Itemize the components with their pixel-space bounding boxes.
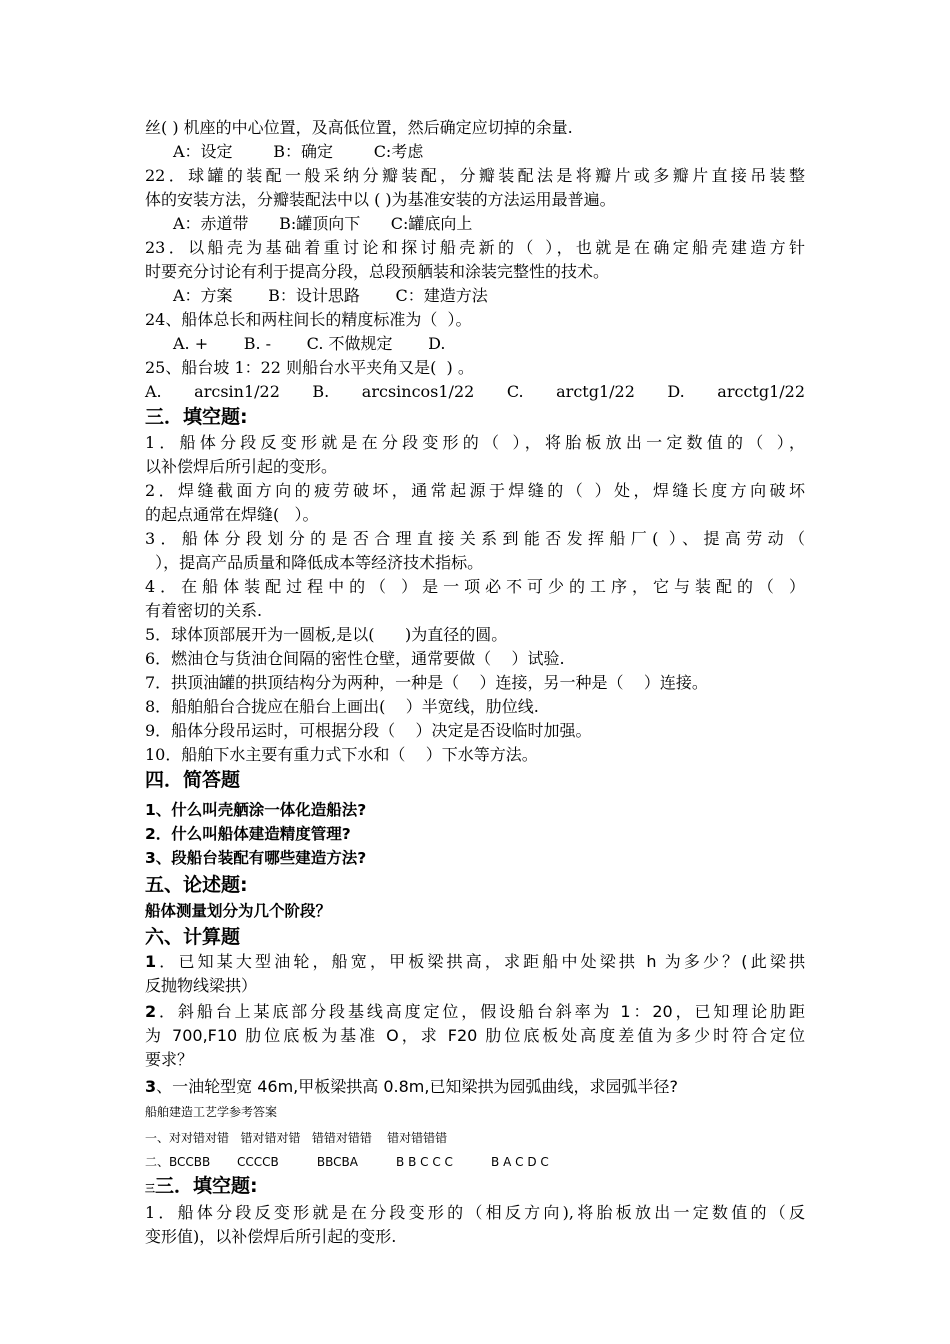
essay-item: 船体测量划分为几个阶段？ — [145, 902, 332, 920]
q22-line1: 22．球罐的装配一般采纳分瓣装配，分瓣装配法是将瓣片或多瓣片直接吊装整 — [145, 166, 805, 185]
q21-tail: 丝( ) 机座的中心位置，及高低位置，然后确定应切掉的余量. — [145, 118, 573, 137]
short-answer-item-3: 3、段船台装配有哪些建造方法? — [145, 849, 367, 867]
answers-fill-line2: 变形值)，以补偿焊后所引起的变形. — [145, 1227, 397, 1246]
calc-q2-line2: 为 700,F10 肋位底板为基准 O，求 F20 肋位底板处高度差值为多少时符合定位 — [145, 1026, 805, 1045]
essay-heading: 五、论述题: — [145, 874, 248, 896]
calc-q1-line1 — [145, 952, 805, 972]
calc-q2-number: 2 — [145, 1002, 157, 1021]
short-answer-heading: 四．简答题 — [145, 769, 241, 791]
calc-q1-text: ．已知某大型油轮，船宽，甲板梁拱高，求距船中处梁拱 h 为多少？(此梁拱 — [156, 952, 805, 971]
fill-item-5: 5．球体顶部展开为一圆板,是以( )为直径的圆。 — [145, 625, 508, 644]
q24-options: A. + B. - C. 不做规定 D. — [173, 334, 446, 353]
calc-q2-line3: 要求？ — [145, 1050, 194, 1069]
answers-fill-marker: 三 — [145, 1184, 155, 1195]
fill-item-9: 9．船体分段吊运时，可根据分段（ ）决定是否设临时加强。 — [145, 721, 592, 740]
q22-options: A：赤道带 B:罐顶向下 C:罐底向上 — [173, 214, 473, 233]
q23-line2: 时要充分讨论有利于提高分段，总段预舾装和涂装完整性的技术。 — [145, 262, 610, 281]
q21-options: A：设定 B：确定 C:考虑 — [173, 142, 424, 161]
answers-title: 船舶建造工艺学参考答案 — [145, 1105, 278, 1119]
q22-line2: 体的安装方法，分瓣装配法中以 ( )为基准安装的方法运用最普遍。 — [145, 190, 616, 209]
calc-q3-number: 3 — [145, 1077, 157, 1096]
q23-line1: 23．以船壳为基础着重讨论和探讨船壳新的（ ），也就是在确定船壳建造方针 — [145, 238, 805, 257]
fill-item-1a: 1．船体分段反变形就是在分段变形的（ ），将胎板放出一定数值的（ ）， — [145, 433, 805, 452]
fill-item-3b: ），提高产品质量和降低成本等经济技术指标。 — [145, 553, 484, 572]
calc-q3-text: 、一油轮型宽 46m,甲板梁拱高 0.8m,已知梁拱为园弧曲线，求园弧半径? — [156, 1077, 678, 1096]
fill-item-4a: 4．在船体装配过程中的（ ）是一项必不可少的工序，它与装配的（ ） — [145, 577, 805, 596]
calc-q1-line2: 反抛物线梁拱） — [145, 976, 258, 995]
fill-item-10: 10．船舶下水主要有重力式下水和（ ）下水等方法。 — [145, 745, 538, 764]
answers-fill-heading: 三．填空题: — [155, 1175, 258, 1197]
q23-options: A：方案 B：设计思路 C：建造方法 — [173, 286, 488, 305]
fill-item-4b: 有着密切的关系. — [145, 601, 263, 620]
calc-q2-text: ．斜船台上某底部分段基线高度定位，假设船台斜率为 1：20，已知理论肋距 — [156, 1002, 805, 1021]
fill-item-2b: 的起点通常在焊缝( ）。 — [145, 505, 319, 524]
short-answer-item-1: 1、什么叫壳舾涂一体化造船法? — [145, 801, 367, 819]
fill-item-7: 7．拱顶油罐的拱顶结构分为两种，一种是（ ）连接，另一种是（ ）连接。 — [145, 673, 708, 692]
q25-options: A. arcsin1/22 B. arcsincos1/22 C. arctg1/22 D. arcctg1/22 — [145, 382, 805, 401]
calc-q2-line1 — [145, 1002, 805, 1022]
answers-choice: 二、BCCBB CCCCB BBCBA B B C C C B A C D C — [145, 1155, 549, 1169]
fill-item-3a: 3．船体分段划分的是否合理直接关系到能否发挥船厂( ）、提高劳动（ — [145, 529, 805, 548]
fill-item-6: 6．燃油仓与货油仓间隔的密性仓壁，通常要做（ ）试验. — [145, 649, 565, 668]
answers-fill-heading-row — [145, 1174, 258, 1198]
fill-blank-heading: 三．填空题: — [145, 406, 248, 428]
answers-true-false: 一、对对错对错 错对错对错 错错对错错 错对错错错 — [145, 1131, 448, 1145]
answers-fill-line1: 1．船体分段反变形就是在分段变形的（相反方向),将胎板放出一定数值的（反 — [145, 1203, 805, 1222]
q25: 25、船台坡 1：22 则船台水平夹角又是( ) 。 — [145, 358, 474, 377]
calc-q1-number: 1 — [145, 952, 157, 971]
fill-item-1b: 以补偿焊后所引起的变形。 — [145, 457, 338, 476]
fill-item-2a: 2．焊缝截面方向的疲劳破坏，通常起源于焊缝的（ ）处，焊缝长度方向破坏 — [145, 481, 805, 500]
q24: 24、船体总长和两柱间长的精度标准为（ ）。 — [145, 310, 472, 329]
calc-q3 — [145, 1077, 678, 1097]
short-answer-item-2: 2．什么叫船体建造精度管理? — [145, 825, 351, 843]
fill-item-8: 8．船舶船台合拢应在船台上画出( ）半宽线，肋位线. — [145, 697, 539, 716]
calculation-heading: 六、计算题 — [145, 926, 241, 948]
